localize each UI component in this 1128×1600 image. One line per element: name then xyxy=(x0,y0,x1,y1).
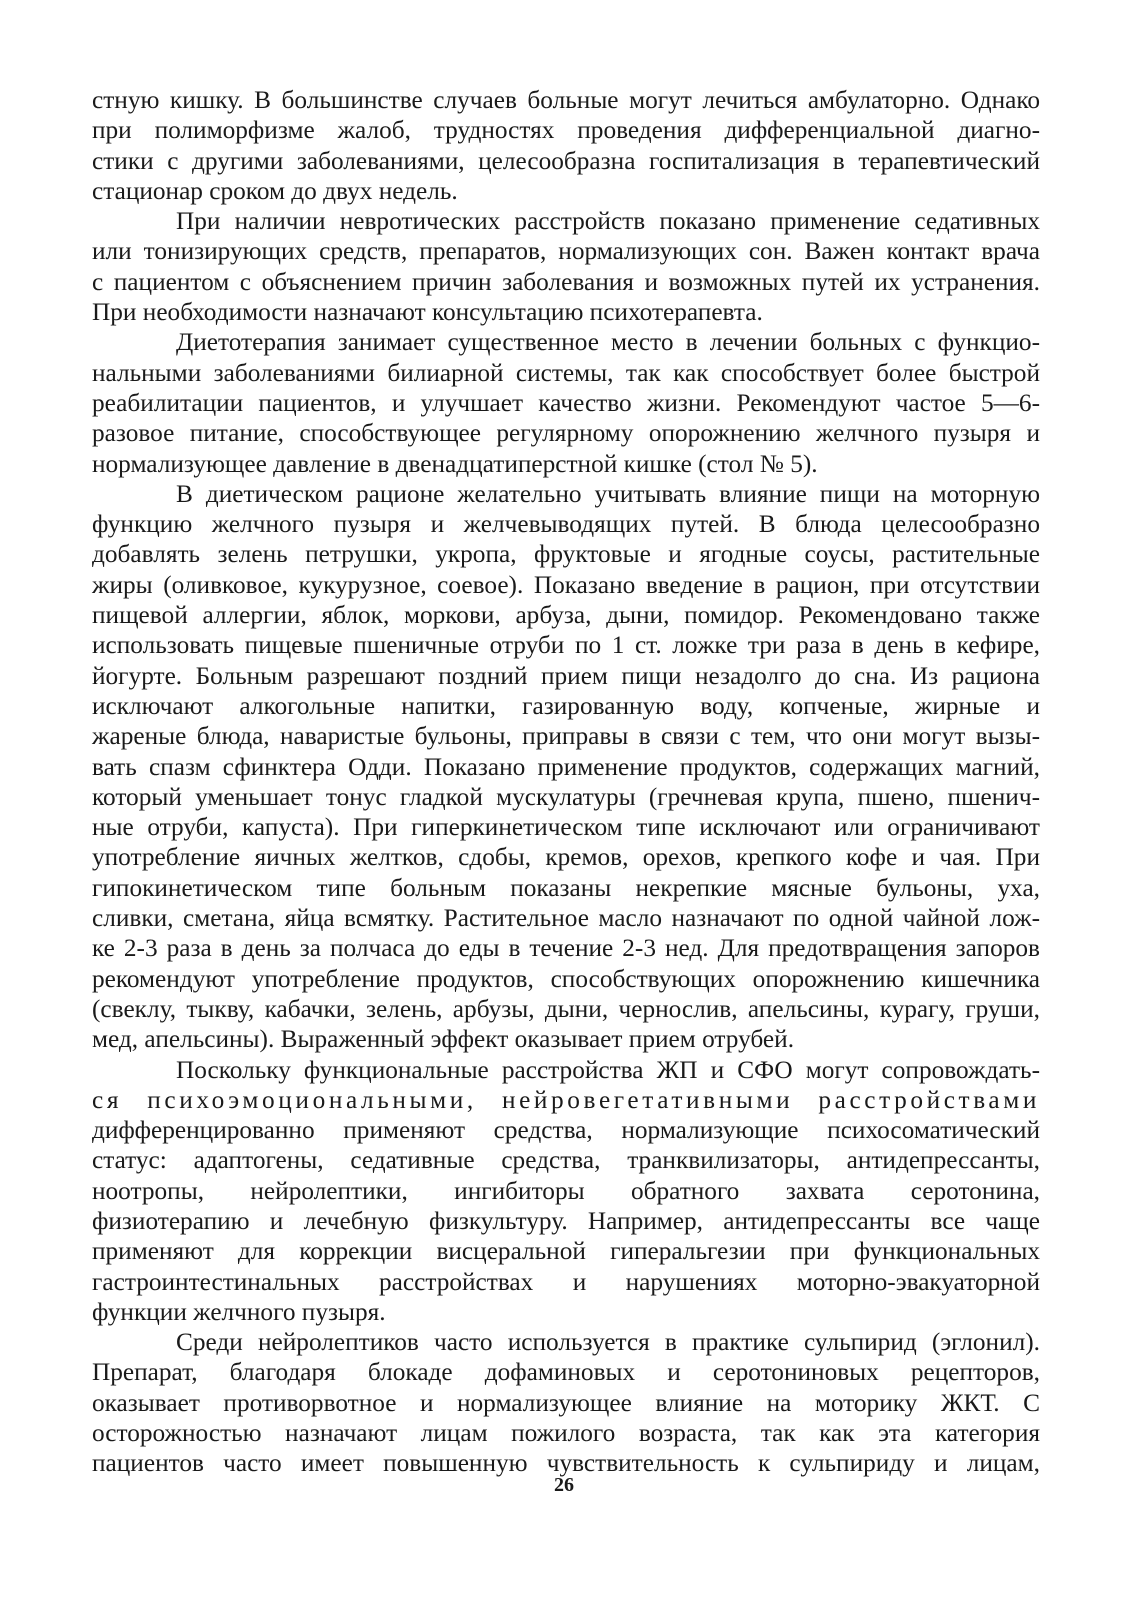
page-number: 26 xyxy=(554,1474,574,1496)
text-line: разовое питание, способствующее регулярному опорожнению желчного пузыря и xyxy=(92,419,1040,448)
text-line: (свеклу, тыкву, кабачки, зелень, арбузы, дыни, чернослив, апельсины, курагу, груши, xyxy=(92,994,1040,1023)
text-line: Диетотерапия занимает существенное место в лечении больных с функцио- xyxy=(176,328,1040,357)
text-line: ноотропы, нейролептики, ингибиторы обратного захвата серотонина, xyxy=(92,1176,1040,1205)
text-line: При наличии невротических расстройств показано применение седативных xyxy=(176,207,1040,236)
text-line: употребление яичных желтков, сдобы, кремов, орехов, крепкого кофе и чая. При xyxy=(92,843,1040,872)
text-line: Препарат, благодаря блокаде дофаминовых и серотониновых рецепторов, xyxy=(92,1358,1040,1387)
text-line: с пациентом с объяснением причин заболевания и возможных путей их устранения. xyxy=(92,267,1040,296)
paragraph xyxy=(92,1055,1040,1328)
text-line: жиры (оливковое, кукурузное, соевое). Показано введение в рацион, при отсутствии xyxy=(92,570,1040,599)
text-line: или тонизирующих средств, препаратов, нормализующих сон. Важен контакт врача xyxy=(92,237,1040,266)
text-line: ке 2-3 раза в день за полчаса до еды в течение 2-3 нед. Для предотвращения запоров xyxy=(92,934,1040,963)
text-line: рекомендуют употребление продуктов, способствующих опорожнению кишечника xyxy=(92,964,1040,993)
text-line: мед, апельсины). Выраженный эффект оказывает прием отрубей. xyxy=(92,1025,795,1054)
text-line: который уменьшает тонус гладкой мускулатуры (гречневая крупа, пшено, пшенич- xyxy=(92,782,1040,811)
paragraph xyxy=(92,206,1040,327)
text-line: жареные блюда, наваристые бульоны, приправы в связи с тем, что они могут вызы- xyxy=(92,722,1040,751)
text-line: стную кишку. В большинстве случаев больные могут лечиться амбулаторно. Однако xyxy=(92,86,1040,114)
paragraph xyxy=(92,1327,1040,1478)
text-line: нальными заболеваниями билиарной системы, так как способствует более быстрой xyxy=(92,358,1040,387)
text-line: гипокинетическом типе больным показаны некрепкие мясные бульоны, уха, xyxy=(92,873,1040,902)
text-line: использовать пищевые пшеничные отруби по 1 ст. ложке три раза в день в кефире, xyxy=(92,631,1040,660)
text-line: исключают алкогольные напитки, газированную воду, копченые, жирные и xyxy=(92,691,1040,720)
paragraph xyxy=(92,479,1040,1055)
text-line: гастроинтестинальных расстройствах и нарушениях моторно-эвакуаторной xyxy=(92,1267,1040,1296)
text-line: пациентов часто имеет повышенную чувствительность к сульпириду и лицам, xyxy=(92,1449,1040,1478)
text-line: ные отруби, капуста). При гиперкинетическом типе исключают или ограничивают xyxy=(92,813,1040,842)
text-line: Поскольку функциональные расстройства ЖП и СФО могут сопровождать- xyxy=(176,1055,1040,1084)
text-line: В диетическом рационе желательно учитывать влияние пищи на моторную xyxy=(176,479,1040,508)
paragraph xyxy=(92,85,1040,206)
page-text xyxy=(92,85,1040,1479)
paragraph xyxy=(92,327,1040,478)
text-line: сливки, сметана, яйца всмятку. Растительное масло назначают по одной чайной лож- xyxy=(92,904,1040,933)
text-line: применяют для коррекции висцеральной гиперальгезии при функциональных xyxy=(92,1237,1040,1266)
text-line: оказывает противорвотное и нормализующее влияние на моторику ЖКТ. С xyxy=(92,1388,1040,1417)
text-line: физиотерапию и лечебную физкультуру. Например, антидепрессанты все чаще xyxy=(92,1206,1040,1235)
text-line: при полиморфизме жалоб, трудностях проведения дифференциальной диагно- xyxy=(92,116,1040,145)
text-line: реабилитации пациентов, и улучшает качество жизни. Рекомендуют частое 5—6- xyxy=(92,388,1040,417)
text-line: статус: адаптогены, седативные средства, транквилизаторы, антидепрессанты, xyxy=(92,1146,1040,1175)
text-line: добавлять зелень петрушки, укропа, фруктовые и ягодные соусы, растительные xyxy=(92,540,1040,569)
text-line: вать спазм сфинктера Одди. Показано применение продуктов, содержащих магний, xyxy=(92,752,1040,781)
text-line: йогурте. Больным разрешают поздний прием пищи незадолго до сна. Из рациона xyxy=(92,661,1040,690)
text-line: Среди нейролептиков часто используется в практике сульпирид (эглонил). xyxy=(176,1328,1040,1357)
text-line: функцию желчного пузыря и желчевыводящих путей. В блюда целесообразно xyxy=(92,510,1040,539)
text-line: стики с другими заболеваниями, целесообразна госпитализация в терапевтический xyxy=(92,146,1040,175)
text-line: осторожностью назначают лицам пожилого возраста, так как эта категория xyxy=(92,1419,1040,1448)
text-line: дифференцированно применяют средства, нормализующие психосоматический xyxy=(92,1116,1040,1145)
text-line: функции желчного пузыря. xyxy=(92,1297,386,1326)
text-line: пищевой аллергии, яблок, моркови, арбуза, дыни, помидор. Рекомендовано также xyxy=(92,601,1040,630)
text-line: нормализующее давление в двенадцатиперстной кишке (стол № 5). xyxy=(92,449,818,478)
text-line: При необходимости назначают консультацию психотерапевта. xyxy=(92,298,763,327)
text-line: стационар сроком до двух недель. xyxy=(92,176,458,205)
text-line: ся психоэмоциональными, нейровегетативными расстройствами xyxy=(92,1085,1040,1114)
